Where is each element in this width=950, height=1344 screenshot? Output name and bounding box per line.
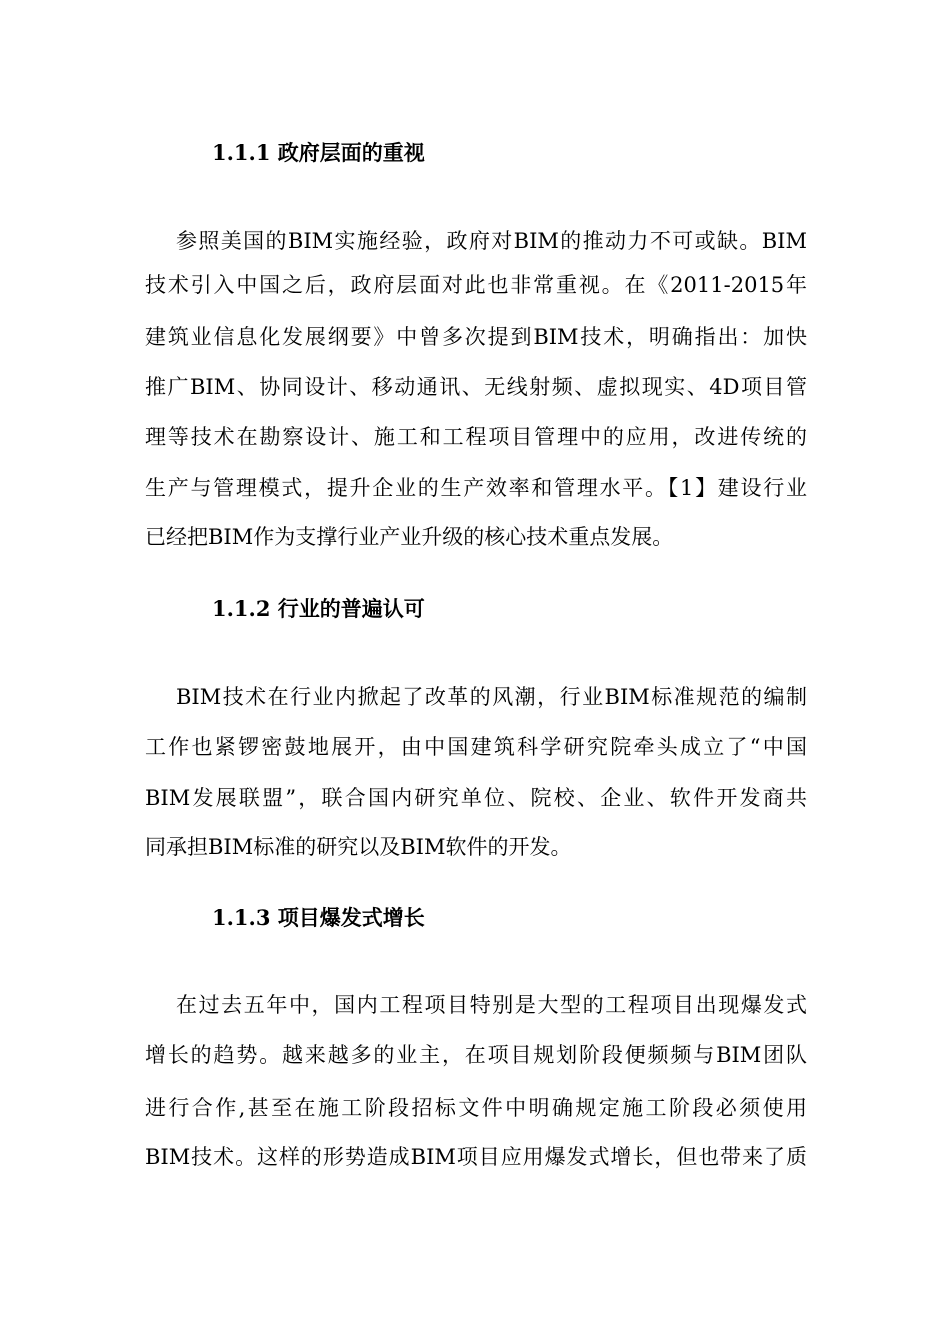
paragraph-line: 同承担BIM标准的研究以及BIM软件的开发。 bbox=[145, 835, 572, 859]
paragraph-line: 建筑业信息化发展纲要》中曾多次提到BIM技术，明确指出：加快 bbox=[145, 325, 807, 349]
paragraph-line: 工作也紧锣密鼓地展开，由中国建筑科学研究院牵头成立了“中国 bbox=[145, 735, 807, 759]
section-heading-1-1-1: 1.1.1 政府层面的重视 bbox=[212, 140, 425, 165]
paragraph-line: 参照美国的BIM实施经验，政府对BIM的推动力不可或缺。BIM bbox=[176, 229, 807, 253]
paragraph-line: 增长的趋势。越来越多的业主，在项目规划阶段便频频与BIM团队 bbox=[145, 1043, 807, 1067]
paragraph-line: 技术引入中国之后，政府层面对此也非常重视。在《2011-2015年 bbox=[145, 273, 807, 297]
paragraph-line: 已经把BIM作为支撑行业产业升级的核心技术重点发展。 bbox=[145, 525, 674, 549]
paragraph-line: 推广BIM、协同设计、移动通讯、无线射频、虚拟现实、4D项目管 bbox=[145, 375, 807, 399]
section-heading-1-1-3: 1.1.3 项目爆发式增长 bbox=[212, 905, 425, 930]
paragraph-line: 在过去五年中，国内工程项目特别是大型的工程项目出现爆发式 bbox=[176, 993, 807, 1017]
paragraph-line: BIM技术。这样的形势造成BIM项目应用爆发式增长，但也带来了质 bbox=[145, 1145, 807, 1169]
paragraph-line: 生产与管理模式，提升企业的生产效率和管理水平。【1】建设行业 bbox=[145, 476, 807, 500]
paragraph-line: 理等技术在勘察设计、施工和工程项目管理中的应用，改进传统的 bbox=[145, 425, 807, 449]
paragraph-line: BIM发展联盟”，联合国内研究单位、院校、企业、软件开发商共 bbox=[145, 786, 807, 810]
paragraph-line: BIM技术在行业内掀起了改革的风潮，行业BIM标准规范的编制 bbox=[176, 685, 807, 709]
paragraph-line: 进行合作,甚至在施工阶段招标文件中明确规定施工阶段必须使用 bbox=[145, 1096, 807, 1120]
section-heading-1-1-2: 1.1.2 行业的普遍认可 bbox=[212, 596, 425, 621]
